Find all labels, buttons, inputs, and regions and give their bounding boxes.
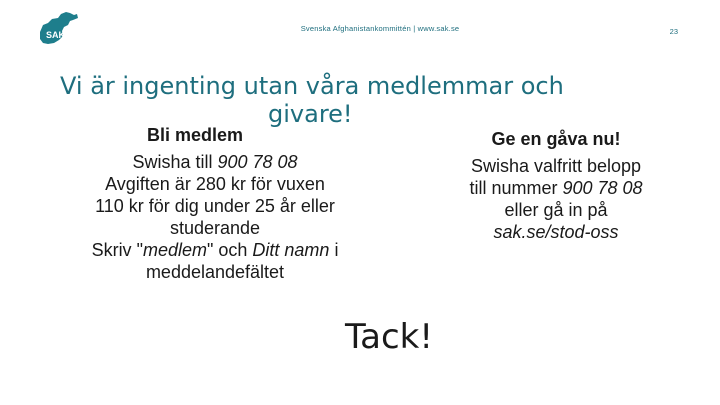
support-link[interactable]: sak.se/stod-oss (493, 222, 619, 242)
message-instruction-line (70, 239, 360, 261)
member-swish-number: 900 78 08 (217, 152, 298, 172)
gift-number-line (440, 177, 672, 199)
swish-any-amount-line: Swisha valfritt belopp (470, 156, 642, 176)
instruction-suffix: i (329, 240, 339, 260)
swish-member-line (70, 151, 360, 173)
youth-fee-line: 110 kr för dig under 25 år eller (95, 196, 335, 216)
svg-text:SAK: SAK (46, 30, 66, 40)
thanks-text: Tack! (345, 317, 433, 357)
instruction-mid: " och (206, 240, 253, 260)
adult-fee-line: Avgiften är 280 kr för vuxen (105, 174, 325, 194)
instruction-prefix: Skriv " (91, 240, 143, 260)
become-member-section (70, 124, 360, 283)
give-gift-heading: Ge en gåva nu! (491, 129, 621, 149)
title-line-1: Vi är ingenting utan våra medlemmar och (60, 72, 564, 100)
or-visit-line: eller gå in på (504, 200, 608, 220)
swish-prefix: Swisha till (132, 152, 218, 172)
slide-page-number: 23 (669, 27, 678, 36)
become-member-heading: Bli medlem (147, 125, 244, 145)
your-name-keyword: Ditt namn (252, 240, 330, 260)
slide-title (60, 72, 640, 128)
give-gift-section (440, 128, 672, 243)
gift-swish-number: 900 78 08 (562, 178, 643, 198)
title-line-2: givare! (268, 100, 353, 128)
gift-number-prefix: till nummer (469, 178, 563, 198)
student-line: studerande (169, 218, 261, 238)
message-field-line: meddelandefältet (145, 262, 285, 282)
header-organization-website: Svenska Afghanistankommittén | www.sak.se (300, 24, 460, 33)
member-keyword: medlem (142, 240, 207, 260)
